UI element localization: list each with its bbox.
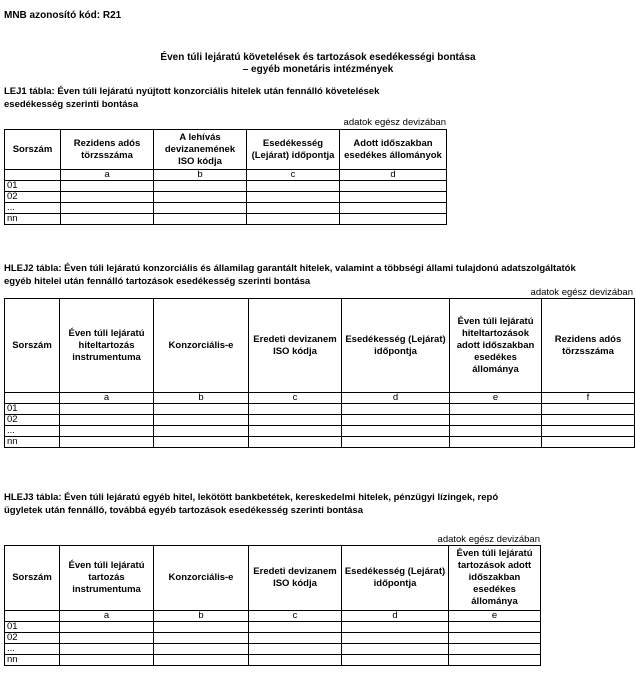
document-id: MNB azonosító kód: R21 — [4, 10, 122, 21]
col-letter: c — [249, 393, 342, 404]
col-letter: e — [450, 393, 542, 404]
row-number: 01 — [5, 622, 60, 633]
header-row — [5, 546, 541, 611]
col-letter: b — [154, 611, 249, 622]
document-title: Éven túli lejáratú követelések és tartozások esedékességi bontása — [160, 52, 476, 63]
col-letter: f — [542, 393, 635, 404]
row-number: ... — [5, 203, 61, 214]
data-cell[interactable] — [60, 644, 154, 655]
row-number: 02 — [5, 415, 60, 426]
data-cell[interactable] — [449, 655, 541, 666]
col-header: Rezidens adós törzsszáma — [61, 130, 154, 170]
data-cell[interactable] — [247, 192, 340, 203]
letter-row — [5, 170, 447, 181]
data-cell[interactable] — [342, 437, 450, 448]
data-cell[interactable] — [61, 181, 154, 192]
table-row — [5, 655, 541, 666]
data-cell[interactable] — [340, 192, 447, 203]
data-cell[interactable] — [154, 644, 249, 655]
data-cell[interactable] — [450, 415, 542, 426]
data-cell[interactable] — [249, 415, 342, 426]
data-cell[interactable] — [60, 437, 154, 448]
data-cell[interactable] — [342, 426, 450, 437]
data-cell[interactable] — [61, 214, 154, 225]
letter-row — [5, 393, 635, 404]
data-cell[interactable] — [154, 415, 249, 426]
data-cell[interactable] — [154, 655, 249, 666]
table-row — [5, 622, 541, 633]
unit-note-hlej3: adatok egész devizában — [437, 534, 540, 545]
data-cell[interactable] — [342, 404, 450, 415]
data-cell[interactable] — [249, 633, 342, 644]
col-letter: a — [60, 393, 154, 404]
data-cell[interactable] — [154, 437, 249, 448]
col-header: Sorszám — [5, 546, 60, 611]
table-row — [5, 644, 541, 655]
data-cell[interactable] — [342, 644, 449, 655]
col-letter: c — [247, 170, 340, 181]
data-cell[interactable] — [249, 437, 342, 448]
row-number: 02 — [5, 633, 60, 644]
row-number: 01 — [5, 181, 61, 192]
table-caption-lej1: LEJ1 tábla: Éven túli lejáratú nyújtott konzorciális hitelek után fennálló követelések esedékesség szerinti bontása — [4, 86, 380, 110]
header-row — [5, 130, 447, 170]
table-row — [5, 214, 447, 225]
empty-cell — [5, 611, 60, 622]
table-lej1 — [4, 129, 447, 225]
data-cell[interactable] — [60, 404, 154, 415]
data-cell[interactable] — [60, 426, 154, 437]
data-cell[interactable] — [154, 404, 249, 415]
col-header: Sorszám — [5, 299, 60, 393]
col-letter: d — [340, 170, 447, 181]
row-number: 01 — [5, 404, 60, 415]
data-cell[interactable] — [342, 415, 450, 426]
data-cell[interactable] — [249, 404, 342, 415]
table-row — [5, 192, 447, 203]
col-header: Esedékesség (Lejárat) időpontja — [247, 130, 340, 170]
col-letter: c — [249, 611, 342, 622]
row-number: ... — [5, 426, 60, 437]
data-cell[interactable] — [340, 214, 447, 225]
data-cell[interactable] — [542, 415, 635, 426]
data-cell[interactable] — [340, 203, 447, 214]
data-cell[interactable] — [249, 426, 342, 437]
data-cell[interactable] — [249, 655, 342, 666]
data-cell[interactable] — [60, 415, 154, 426]
data-cell[interactable] — [154, 633, 249, 644]
col-header: A lehívás devizanemének ISO kódja — [154, 130, 247, 170]
table-row — [5, 633, 541, 644]
data-cell[interactable] — [249, 644, 342, 655]
table-row — [5, 426, 635, 437]
data-cell[interactable] — [60, 633, 154, 644]
table-row — [5, 404, 635, 415]
data-cell[interactable] — [342, 655, 449, 666]
data-cell[interactable] — [342, 633, 449, 644]
row-number: nn — [5, 655, 60, 666]
data-cell[interactable] — [449, 622, 541, 633]
data-cell[interactable] — [249, 622, 342, 633]
data-cell[interactable] — [340, 181, 447, 192]
data-cell[interactable] — [450, 404, 542, 415]
data-cell[interactable] — [450, 437, 542, 448]
data-cell[interactable] — [342, 622, 449, 633]
data-cell[interactable] — [61, 192, 154, 203]
col-letter: e — [449, 611, 541, 622]
row-number: ... — [5, 644, 60, 655]
col-header: Éven túli lejáratú tartozások adott időszakban esedékes állománya — [449, 546, 541, 611]
row-number: nn — [5, 214, 61, 225]
row-number: 02 — [5, 192, 61, 203]
table-row — [5, 203, 447, 214]
data-cell[interactable] — [247, 203, 340, 214]
empty-cell — [5, 170, 61, 181]
data-cell[interactable] — [449, 633, 541, 644]
data-cell[interactable] — [154, 214, 247, 225]
data-cell[interactable] — [60, 622, 154, 633]
table-caption-hlej2: HLEJ2 tábla: Éven túli lejáratú konzorciális és államilag garantált hitelek, valamint a többségi állami tulajdonú adatszolgáltatók egyéb hitelei után fennálló tartozások esedékesség szerinti bontása — [4, 263, 576, 287]
table-hlej3 — [4, 545, 541, 666]
table-caption-hlej3: HLEJ3 tábla: Éven túli lejáratú egyéb hitel, lekötött bankbetétek, kereskedelmi hitelek, pénzügyi lízingek, repó ügyletek után fennálló, továbbá egyéb tartozások esedékesség szerinti bontása — [4, 492, 499, 516]
col-header: Éven túli lejáratú hiteltartozások adott időszakban esedékes állománya — [450, 299, 542, 393]
col-letter: a — [60, 611, 154, 622]
col-letter: b — [154, 170, 247, 181]
letter-row — [5, 611, 541, 622]
table-row — [5, 415, 635, 426]
data-cell[interactable] — [154, 622, 249, 633]
table-row — [5, 437, 635, 448]
table-row — [5, 181, 447, 192]
data-cell[interactable] — [542, 404, 635, 415]
col-header: Eredeti devizanem ISO kódja — [249, 299, 342, 393]
data-cell[interactable] — [542, 426, 635, 437]
data-cell[interactable] — [154, 192, 247, 203]
col-header: Konzorciális-e — [154, 546, 249, 611]
col-letter: d — [342, 611, 449, 622]
empty-cell — [5, 393, 60, 404]
col-header: Sorszám — [5, 130, 61, 170]
data-cell[interactable] — [449, 644, 541, 655]
data-cell[interactable] — [450, 426, 542, 437]
col-header: Éven túli lejáratú hiteltartozás instrumentuma — [60, 299, 154, 393]
unit-note-lej1: adatok egész devizában — [343, 117, 446, 128]
data-cell[interactable] — [61, 203, 154, 214]
data-cell[interactable] — [247, 181, 340, 192]
col-letter: a — [61, 170, 154, 181]
col-header: Éven túli lejáratú tartozás instrumentuma — [60, 546, 154, 611]
data-cell[interactable] — [154, 181, 247, 192]
col-header: Esedékesség (Lejárat) időpontja — [342, 546, 449, 611]
data-cell[interactable] — [154, 426, 249, 437]
col-header: Eredeti devizanem ISO kódja — [249, 546, 342, 611]
data-cell[interactable] — [60, 655, 154, 666]
unit-note-hlej2: adatok egész devizában — [530, 287, 633, 298]
row-number: nn — [5, 437, 60, 448]
col-letter: d — [342, 393, 450, 404]
table-hlej2 — [4, 298, 635, 448]
header-row — [5, 299, 635, 393]
col-header: Konzorciális-e — [154, 299, 249, 393]
data-cell[interactable] — [542, 437, 635, 448]
col-header: Rezidens adós törzsszáma — [542, 299, 635, 393]
col-header: Esedékesség (Lejárat) időpontja — [342, 299, 450, 393]
data-cell[interactable] — [154, 203, 247, 214]
data-cell[interactable] — [247, 214, 340, 225]
document-subtitle: – egyéb monetáris intézmények — [242, 64, 394, 75]
col-letter: b — [154, 393, 249, 404]
col-header: Adott időszakban esedékes állományok — [340, 130, 447, 170]
